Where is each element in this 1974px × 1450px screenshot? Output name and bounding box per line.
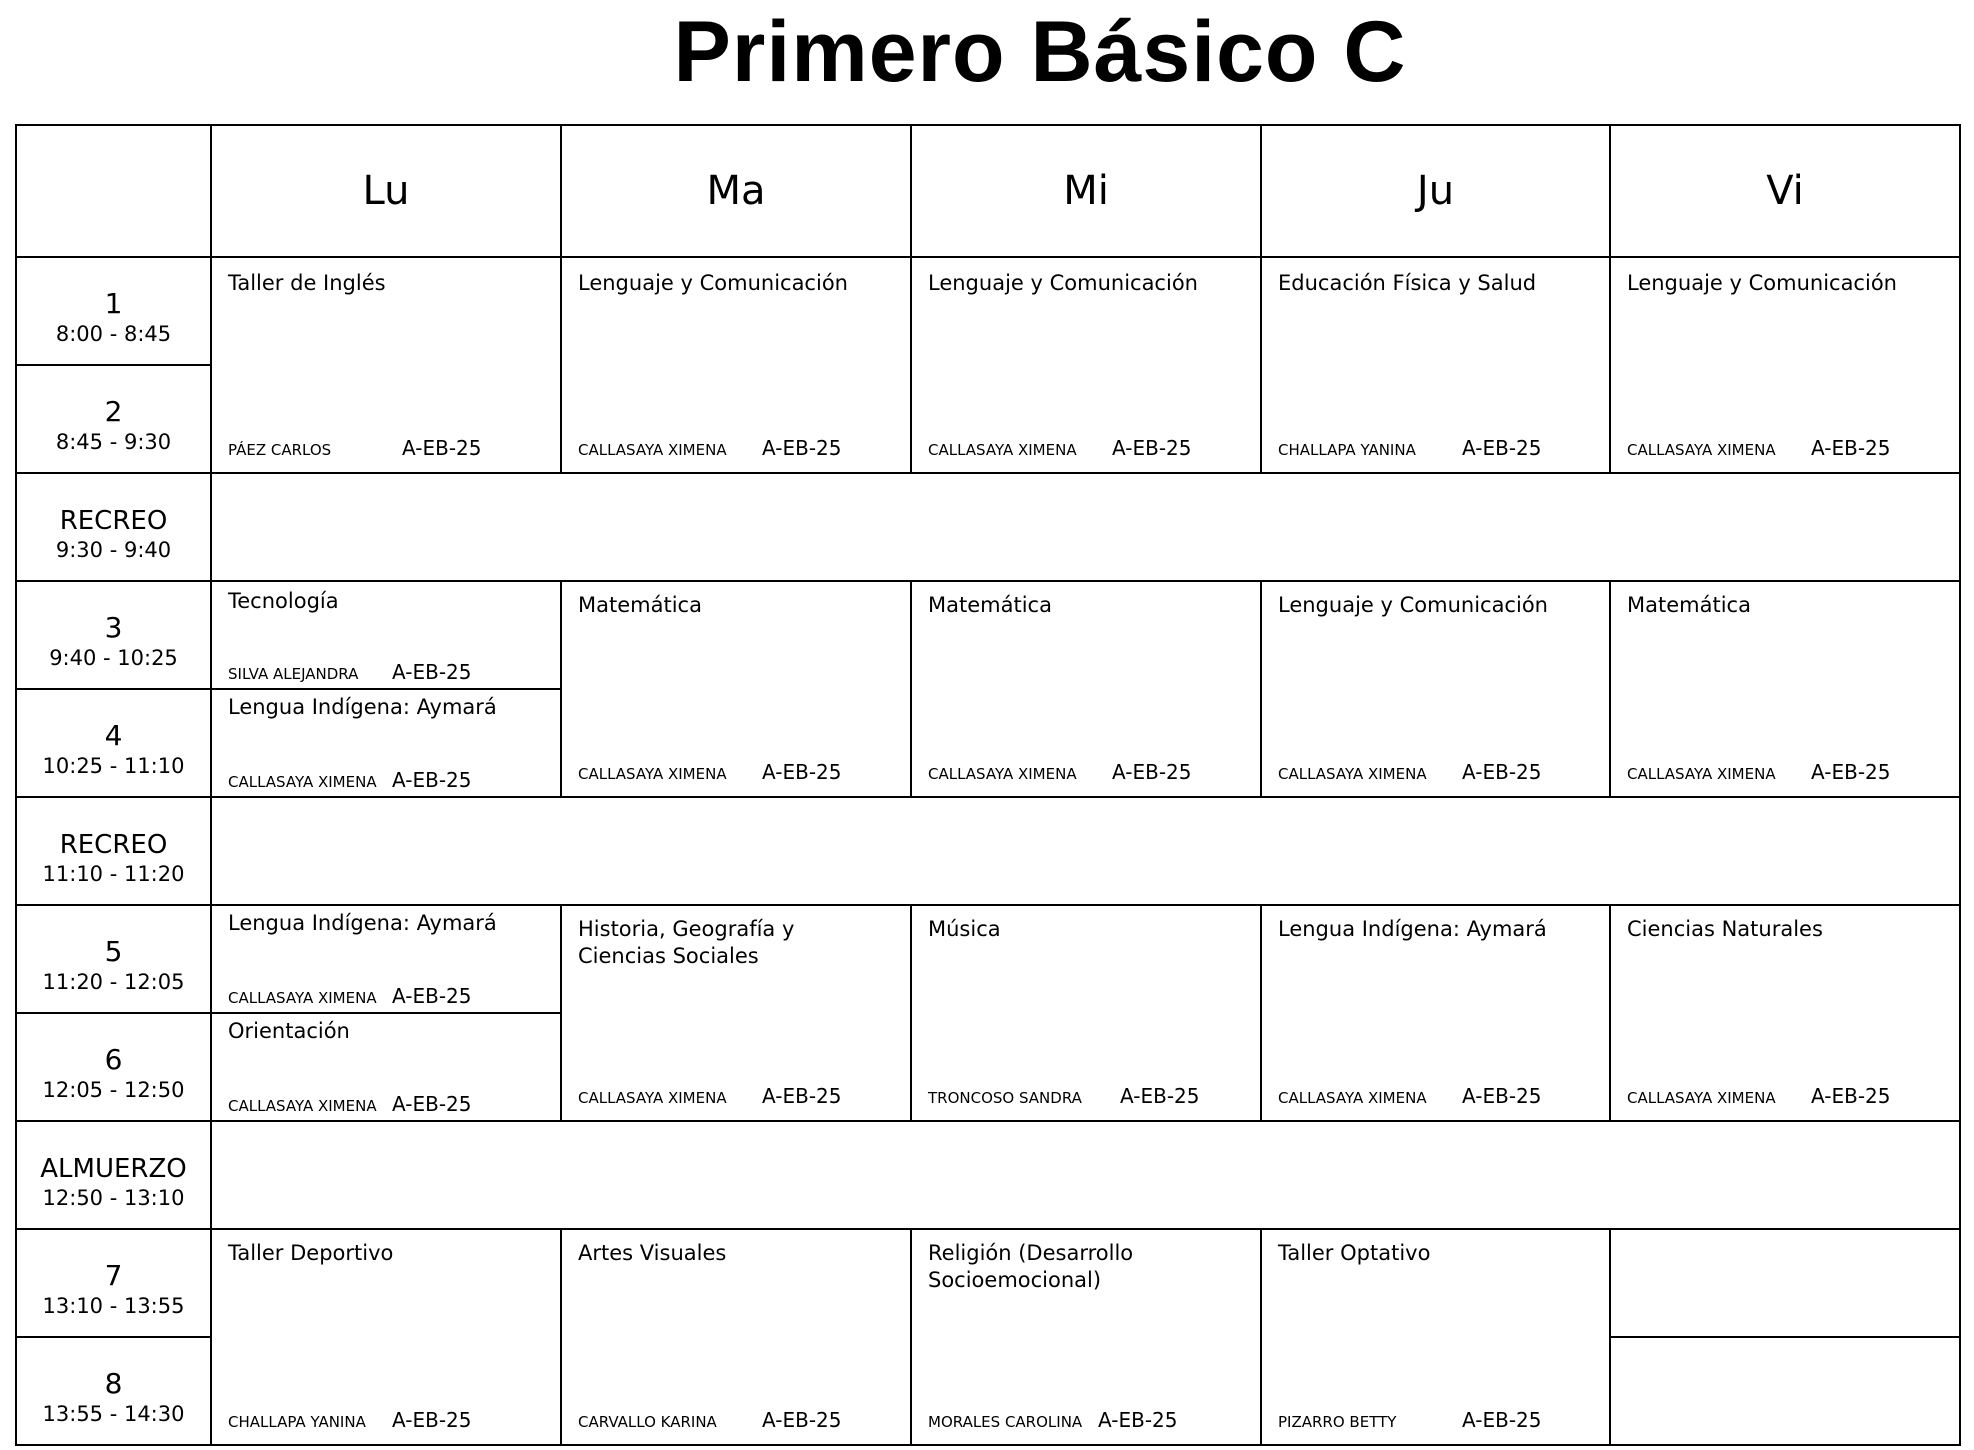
subject-name: Lenguaje y Comunicación — [928, 271, 1198, 295]
subject-name: Taller Optativo — [1278, 1241, 1431, 1265]
period-number: 1 — [104, 287, 123, 320]
period-time: 13:10 - 13:55 — [42, 1294, 185, 1318]
subject-name: Lenguaje y Comunicación — [578, 271, 848, 295]
room-code: A-EB-25 — [762, 436, 842, 460]
period-number: 2 — [104, 395, 123, 428]
subject-name: Religión (Desarrollo Socioemocional) — [928, 1241, 1134, 1292]
teacher-name: CALLASAYA XIMENA — [1627, 1089, 1776, 1107]
class-cell-lu-1-2 — [211, 257, 561, 473]
break-label-recreo-2 — [16, 797, 211, 905]
class-cell-ma-5-6 — [561, 905, 911, 1121]
teacher-name: PÁEZ CARLOS — [228, 441, 332, 459]
period-number: 5 — [104, 935, 123, 968]
room-code: A-EB-25 — [1462, 1084, 1542, 1108]
period-row-3 — [16, 581, 1960, 689]
room-code: A-EB-25 — [1120, 1084, 1200, 1108]
break-label-almuerzo — [16, 1121, 211, 1229]
room-code: A-EB-25 — [762, 760, 842, 784]
period-label-2 — [16, 365, 211, 473]
break-name: ALMUERZO — [40, 1154, 187, 1184]
class-cell-ma-7-8 — [561, 1229, 911, 1445]
teacher-name: CALLASAYA XIMENA — [928, 441, 1077, 459]
subject-name: Lengua Indígena: Aymará — [228, 911, 497, 935]
teacher-name: TRONCOSO SANDRA — [928, 1089, 1082, 1107]
class-cell-mi-3-4 — [911, 581, 1261, 797]
class-cell-mi-7-8 — [911, 1229, 1261, 1445]
day-header-lu: Lu — [211, 125, 561, 257]
room-code: A-EB-25 — [392, 768, 472, 792]
break-span-cell — [211, 797, 1960, 905]
class-cell-lu-5 — [211, 905, 561, 1013]
period-time: 8:00 - 8:45 — [55, 322, 172, 346]
class-cell-lu-7-8 — [211, 1229, 561, 1445]
break-name: RECREO — [59, 506, 168, 536]
room-code: A-EB-25 — [762, 1408, 842, 1432]
teacher-name: CHALLAPA YANINA — [228, 1413, 366, 1431]
teacher-name: CARVALLO KARINA — [578, 1413, 717, 1431]
class-cell-vi-5-6 — [1610, 905, 1960, 1121]
class-cell-ju-5-6 — [1261, 905, 1610, 1121]
header-row — [16, 125, 1960, 257]
period-label-5 — [16, 905, 211, 1013]
day-header-mi: Mi — [911, 125, 1261, 257]
period-number: 6 — [104, 1043, 123, 1076]
break-row-2 — [16, 797, 1960, 905]
room-code: A-EB-25 — [1811, 1084, 1891, 1108]
break-row-1 — [16, 473, 1960, 581]
teacher-name: CALLASAYA XIMENA — [228, 989, 377, 1007]
break-span-cell — [211, 473, 1960, 581]
class-cell-ju-1-2 — [1261, 257, 1610, 473]
empty-cell-vi-8 — [1610, 1337, 1960, 1445]
period-row-1 — [16, 257, 1960, 365]
subject-name: Taller Deportivo — [228, 1241, 394, 1265]
subject-name: Matemática — [1627, 593, 1751, 617]
period-number: 3 — [104, 611, 123, 644]
subject-name: Educación Física y Salud — [1278, 271, 1537, 295]
teacher-name: CALLASAYA XIMENA — [228, 773, 377, 791]
period-time: 10:25 - 11:10 — [42, 754, 185, 778]
room-code: A-EB-25 — [1462, 760, 1542, 784]
teacher-name: CHALLAPA YANINA — [1278, 441, 1416, 459]
day-header-vi: Vi — [1610, 125, 1960, 257]
subject-name: Ciencias Naturales — [1627, 917, 1823, 941]
break-time: 9:30 - 9:40 — [55, 538, 172, 562]
subject-name: Matemática — [928, 593, 1052, 617]
class-cell-lu-6 — [211, 1013, 561, 1121]
subject-name: Tecnología — [228, 589, 339, 613]
room-code: A-EB-25 — [762, 1084, 842, 1108]
subject-name: Matemática — [578, 593, 702, 617]
subject-name: Música — [928, 917, 1001, 941]
period-time: 11:20 - 12:05 — [42, 970, 185, 994]
empty-cell-vi-7 — [1610, 1229, 1960, 1337]
room-code: A-EB-25 — [1112, 760, 1192, 784]
teacher-name: CALLASAYA XIMENA — [928, 765, 1077, 783]
room-code: A-EB-25 — [392, 1408, 472, 1432]
room-code: A-EB-25 — [392, 660, 472, 684]
teacher-name: CALLASAYA XIMENA — [1627, 441, 1776, 459]
class-cell-vi-1-2 — [1610, 257, 1960, 473]
break-name: RECREO — [59, 830, 168, 860]
room-code: A-EB-25 — [1462, 1408, 1542, 1432]
day-header-ma: Ma — [561, 125, 911, 257]
period-number: 4 — [104, 719, 123, 752]
room-code: A-EB-25 — [1811, 436, 1891, 460]
teacher-name: PIZARRO BETTY — [1278, 1413, 1397, 1431]
period-row-5 — [16, 905, 1960, 1013]
schedule-table — [15, 124, 1961, 1446]
room-code: A-EB-25 — [1098, 1408, 1178, 1432]
subject-name: Lenguaje y Comunicación — [1278, 593, 1548, 617]
room-code: A-EB-25 — [402, 436, 482, 460]
period-label-8 — [16, 1337, 211, 1445]
day-header-ju: Ju — [1261, 125, 1610, 257]
class-cell-lu-4 — [211, 689, 561, 797]
period-number: 8 — [104, 1367, 123, 1400]
class-cell-lu-3 — [211, 581, 561, 689]
corner-cell — [16, 125, 211, 257]
subject-name: Orientación — [228, 1019, 350, 1043]
teacher-name: SILVA ALEJANDRA — [228, 665, 359, 683]
room-code: A-EB-25 — [392, 1092, 472, 1116]
subject-name: Taller de Inglés — [228, 271, 386, 295]
period-label-1 — [16, 257, 211, 365]
teacher-name: CALLASAYA XIMENA — [1627, 765, 1776, 783]
class-cell-ma-3-4 — [561, 581, 911, 797]
page-title: Primero Básico C — [673, 4, 1407, 100]
period-label-4 — [16, 689, 211, 797]
period-label-6 — [16, 1013, 211, 1121]
class-cell-ju-3-4 — [1261, 581, 1610, 797]
period-label-7 — [16, 1229, 211, 1337]
period-time: 12:05 - 12:50 — [42, 1078, 185, 1102]
class-cell-mi-5-6 — [911, 905, 1261, 1121]
teacher-name: CALLASAYA XIMENA — [578, 765, 727, 783]
teacher-name: CALLASAYA XIMENA — [578, 441, 727, 459]
period-time: 13:55 - 14:30 — [42, 1402, 185, 1426]
period-row-7 — [16, 1229, 1960, 1337]
break-time: 11:10 - 11:20 — [42, 862, 185, 886]
class-cell-vi-3-4 — [1610, 581, 1960, 797]
period-label-3 — [16, 581, 211, 689]
room-code: A-EB-25 — [1811, 760, 1891, 784]
room-code: A-EB-25 — [1462, 436, 1542, 460]
room-code: A-EB-25 — [392, 984, 472, 1008]
class-cell-ma-1-2 — [561, 257, 911, 473]
class-cell-ju-7-8 — [1261, 1229, 1610, 1445]
teacher-name: MORALES CAROLINA — [928, 1413, 1083, 1431]
teacher-name: CALLASAYA XIMENA — [228, 1097, 377, 1115]
period-time: 8:45 - 9:30 — [55, 430, 172, 454]
break-row-3 — [16, 1121, 1960, 1229]
subject-name: Lenguaje y Comunicación — [1627, 271, 1897, 295]
subject-name: Lengua Indígena: Aymará — [228, 695, 497, 719]
teacher-name: CALLASAYA XIMENA — [1278, 1089, 1427, 1107]
teacher-name: CALLASAYA XIMENA — [1278, 765, 1427, 783]
break-span-cell — [211, 1121, 1960, 1229]
teacher-name: CALLASAYA XIMENA — [578, 1089, 727, 1107]
subject-name: Lengua Indígena: Aymará — [1278, 917, 1547, 941]
subject-name: Artes Visuales — [578, 1241, 727, 1265]
break-time: 12:50 - 13:10 — [42, 1186, 185, 1210]
period-number: 7 — [104, 1259, 123, 1292]
room-code: A-EB-25 — [1112, 436, 1192, 460]
class-cell-mi-1-2 — [911, 257, 1261, 473]
subject-name: Historia, Geografía y Ciencias Sociales — [578, 917, 795, 968]
break-label-recreo-1 — [16, 473, 211, 581]
period-time: 9:40 - 10:25 — [49, 646, 178, 670]
